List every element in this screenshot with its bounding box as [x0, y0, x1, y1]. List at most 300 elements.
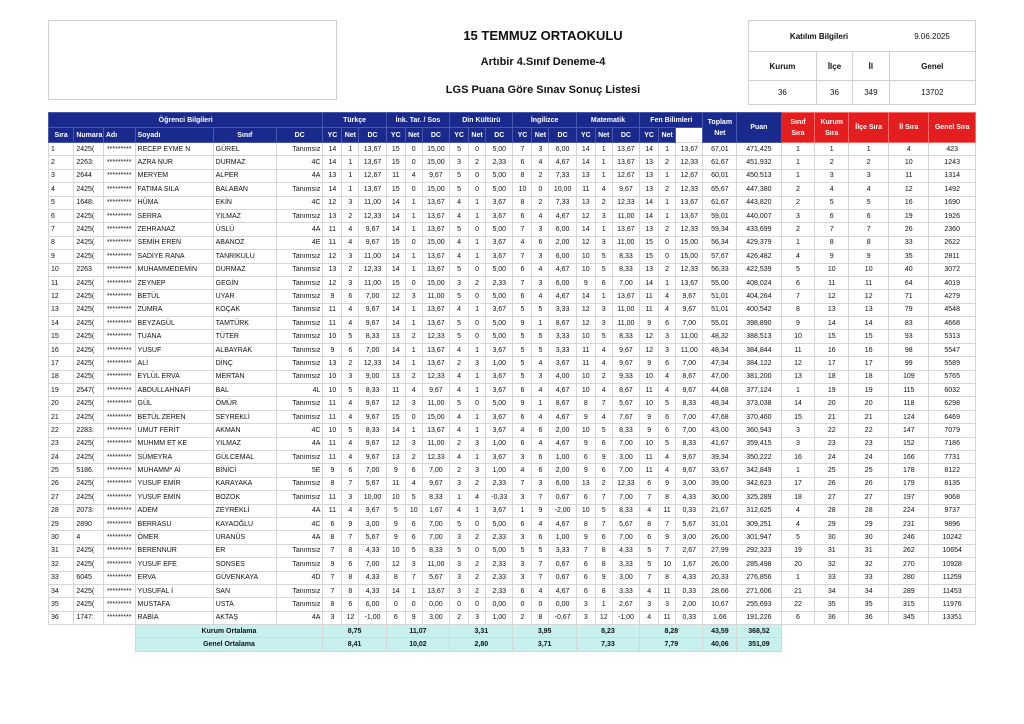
cell-fen-net: 7,00	[676, 424, 703, 437]
cell-numara: 2425(	[74, 357, 104, 370]
cell-ing-net: 3,33	[549, 303, 576, 316]
cell-sinif: Tanımsız	[276, 491, 322, 504]
cell-sinif-sira: 17	[781, 477, 815, 490]
cell-toplam-net: 57,67	[703, 250, 737, 263]
cell-mat-dc: 9	[576, 437, 595, 450]
cell-din-net: 3,67	[486, 250, 513, 263]
cell-fen-net: 3,00	[676, 477, 703, 490]
cell-genel-sira: 4548	[929, 303, 976, 316]
cell-adi: AZRA NUR	[135, 156, 213, 169]
cell-mat-dc: 11	[576, 357, 595, 370]
cell-ing-net: 7,33	[549, 196, 576, 209]
cell-puan: 255,693	[737, 598, 781, 611]
cell-puan: 377,124	[737, 384, 781, 397]
cell-sinif: Tanımsız	[276, 584, 322, 597]
cell-genel-sira: 4668	[929, 317, 976, 330]
cell-fen-dc: 9	[640, 317, 659, 330]
cell-fen-net: 9,67	[676, 464, 703, 477]
participation-value-ilce: 36	[816, 81, 852, 105]
cell-turkce-dc: 14	[323, 143, 342, 156]
cell-mat-net: 7,00	[612, 276, 639, 289]
cell-mat-dc: 13	[576, 169, 595, 182]
cell-turkce-yc: 6	[342, 598, 359, 611]
cell-adi: ZEHRANAZ	[135, 223, 213, 236]
cell-fen-net: 12,67	[676, 169, 703, 182]
cell-sira: 24	[49, 450, 74, 463]
cell-din-dc: 4	[450, 303, 469, 316]
cell-fen-yc: 10	[659, 558, 676, 571]
cell-kurum-sira: 21	[815, 410, 849, 423]
cell-il-sira: 166	[889, 450, 929, 463]
cell-sinif: Tanımsız	[276, 370, 322, 383]
cell-turkce-dc: 12	[323, 196, 342, 209]
cell-ilce-sira: 20	[849, 397, 889, 410]
cell-ink-net: 13,67	[422, 424, 449, 437]
cell-mat-yc: 5	[595, 504, 612, 517]
cell-sinif: Tanımsız	[276, 209, 322, 222]
cell-mat-dc: 12	[576, 303, 595, 316]
cell-sinif-sira: 15	[781, 410, 815, 423]
header-sinif-sira: Sınıf Sıra	[781, 113, 815, 143]
cell-puan: 447,380	[737, 183, 781, 196]
cell-ilce-sira: 13	[849, 303, 889, 316]
cell-il-sira: 179	[889, 477, 929, 490]
cell-fen-dc: 6	[640, 531, 659, 544]
cell-mat-dc: 6	[576, 571, 595, 584]
cell-il-sira: 262	[889, 544, 929, 557]
cell-ink-net: 15,00	[422, 410, 449, 423]
results-table	[48, 112, 976, 652]
cell-ing-net: 0,67	[549, 558, 576, 571]
cell-ing-yc: 4	[532, 290, 549, 303]
cell-numara: 2263	[74, 263, 104, 276]
cell-numara: 2073:	[74, 504, 104, 517]
cell-turkce-yc: 2	[342, 209, 359, 222]
cell-soyadi: URANÜS	[213, 531, 276, 544]
cell-sinif: 5E	[276, 464, 322, 477]
cell-numara: 2425(	[74, 290, 104, 303]
cell-sira: 5	[49, 196, 74, 209]
cell-kurum-sira: 3	[815, 169, 849, 182]
cell-mat-yc: 4	[595, 384, 612, 397]
cell-turkce-dc: 10	[323, 330, 342, 343]
cell-genel-sira: 9737	[929, 504, 976, 517]
cell-mat-net: 12,33	[612, 477, 639, 490]
cell-ilce-sira: 29	[849, 517, 889, 530]
cell-fen-yc: 1	[659, 196, 676, 209]
cell-sira: 8	[49, 236, 74, 249]
cell-il-sira: 19	[889, 209, 929, 222]
cell-genel-sira: 6032	[929, 384, 976, 397]
cell-kurum-sira: 5	[815, 196, 849, 209]
table-row	[49, 183, 976, 196]
cell-mat-dc: 10	[576, 384, 595, 397]
cell-toplam-net: 48,34	[703, 397, 737, 410]
kurum-avg-puan: 368,52	[737, 625, 781, 638]
cell-sinif-sira: 3	[781, 437, 815, 450]
cell-mat-yc: 4	[595, 183, 612, 196]
cell-masked-id: *********	[103, 517, 135, 530]
cell-ink-dc: 11	[386, 384, 405, 397]
cell-din-yc: 3	[469, 437, 486, 450]
cell-adi: BETÜL ZEREN	[135, 410, 213, 423]
cell-adi: BERRASU	[135, 517, 213, 530]
cell-din-dc: 4	[450, 196, 469, 209]
cell-numara: 2425(	[74, 544, 104, 557]
cell-din-yc: 4	[469, 491, 486, 504]
cell-ilce-sira: 5	[849, 196, 889, 209]
cell-ing-net: 2,00	[549, 424, 576, 437]
cell-ing-net: 0,67	[549, 491, 576, 504]
table-row	[49, 531, 976, 544]
cell-il-sira: 71	[889, 290, 929, 303]
cell-din-net: 2,33	[486, 156, 513, 169]
cell-mat-yc: 9	[595, 450, 612, 463]
cell-mat-yc: 3	[595, 303, 612, 316]
cell-din-yc: 1	[469, 250, 486, 263]
cell-mat-dc: 14	[576, 156, 595, 169]
cell-mat-yc: 9	[595, 571, 612, 584]
cell-genel-sira: 13351	[929, 611, 976, 624]
cell-il-sira: 315	[889, 598, 929, 611]
cell-din-yc: 1	[469, 236, 486, 249]
cell-ing-yc: 6	[532, 450, 549, 463]
cell-genel-sira: 6469	[929, 410, 976, 423]
cell-turkce-yc: 7	[342, 531, 359, 544]
cell-ing-yc: 2	[532, 169, 549, 182]
cell-adi: ADEM	[135, 504, 213, 517]
cell-numara: 2890	[74, 517, 104, 530]
cell-soyadi: YILMAZ	[213, 437, 276, 450]
cell-ink-net: 0,00	[422, 598, 449, 611]
cell-mat-net: 4,33	[612, 544, 639, 557]
genel-avg-turkce: 8,41	[323, 638, 386, 651]
participation-label-genel: Genel	[889, 52, 975, 81]
participation-date: 9.06.2025	[889, 21, 975, 52]
cell-fen-yc: 7	[659, 544, 676, 557]
cell-din-yc: 0	[469, 517, 486, 530]
cell-din-net: 1,00	[486, 464, 513, 477]
cell-din-dc: 5	[450, 263, 469, 276]
cell-din-net: 5,00	[486, 397, 513, 410]
cell-sinif-sira: 6	[781, 611, 815, 624]
kurum-avg-din: 3,31	[450, 625, 513, 638]
cell-sinif-sira: 22	[781, 598, 815, 611]
cell-din-yc: 1	[469, 504, 486, 517]
cell-ink-dc: 14	[386, 343, 405, 356]
cell-adi: MUHAMMEDEMİN	[135, 263, 213, 276]
group-din-kulturu: Din Kültürü	[450, 113, 513, 128]
cell-puan: 373,038	[737, 397, 781, 410]
cell-turkce-net: 12,33	[359, 209, 386, 222]
cell-kurum-sira: 34	[815, 584, 849, 597]
cell-puan: 350,222	[737, 450, 781, 463]
avg-spacer	[49, 638, 136, 651]
cell-ink-net: 15,00	[422, 143, 449, 156]
cell-turkce-net: 13,67	[359, 183, 386, 196]
cell-ink-net: 12,33	[422, 370, 449, 383]
cell-turkce-net: 7,00	[359, 464, 386, 477]
cell-ink-yc: 3	[405, 290, 422, 303]
cell-mat-yc: 4	[595, 357, 612, 370]
cell-fen-net: 13,67	[676, 209, 703, 222]
cell-ilce-sira: 10	[849, 263, 889, 276]
cell-toplam-net: 47,68	[703, 410, 737, 423]
cell-ink-net: 8,33	[422, 544, 449, 557]
cell-soyadi: SONSES	[213, 558, 276, 571]
cell-ing-dc: 6	[513, 384, 532, 397]
cell-din-dc: 2	[450, 464, 469, 477]
cell-ing-dc: 3	[513, 491, 532, 504]
col-header-sub-5-1: YC	[640, 128, 659, 143]
cell-sinif: 4C	[276, 424, 322, 437]
cell-ing-net: 10,00	[549, 183, 576, 196]
cell-sinif-sira: 1	[781, 169, 815, 182]
cell-ilce-sira: 8	[849, 236, 889, 249]
table-row	[49, 263, 976, 276]
cell-sinif-sira: 13	[781, 370, 815, 383]
cell-fen-net: 11,00	[676, 330, 703, 343]
cell-sinif: Tanımsız	[276, 558, 322, 571]
cell-din-yc: 2	[469, 584, 486, 597]
cell-turkce-dc: 7	[323, 571, 342, 584]
cell-genel-sira: 2811	[929, 250, 976, 263]
cell-din-net: 5,00	[486, 330, 513, 343]
cell-ing-net: 3,33	[549, 544, 576, 557]
cell-ink-dc: 15	[386, 183, 405, 196]
cell-turkce-yc: 8	[342, 544, 359, 557]
cell-ink-dc: 8	[386, 571, 405, 584]
cell-toplam-net: 44,68	[703, 384, 737, 397]
cell-ink-net: 11,00	[422, 397, 449, 410]
cell-kurum-sira: 27	[815, 491, 849, 504]
cell-din-yc: 0	[469, 223, 486, 236]
cell-numara: 2547(	[74, 384, 104, 397]
cell-ink-yc: 7	[405, 571, 422, 584]
cell-turkce-dc: 13	[323, 209, 342, 222]
cell-fen-net: 12,33	[676, 263, 703, 276]
cell-fen-yc: 4	[659, 384, 676, 397]
cell-genel-sira: 4019	[929, 276, 976, 289]
cell-sinif: Tanımsız	[276, 397, 322, 410]
cell-fen-dc: 9	[640, 410, 659, 423]
col-header-student-2: Adı	[103, 128, 135, 143]
cell-il-sira: 33	[889, 236, 929, 249]
cell-fen-yc: 0	[659, 250, 676, 263]
cell-il-sira: 93	[889, 330, 929, 343]
cell-turkce-net: 13,67	[359, 156, 386, 169]
cell-turkce-net: 4,33	[359, 571, 386, 584]
cell-masked-id: *********	[103, 183, 135, 196]
participation-value-genel: 13702	[889, 81, 975, 105]
cell-genel-sira: 9068	[929, 491, 976, 504]
cell-din-dc: 3	[450, 584, 469, 597]
cell-il-sira: 12	[889, 183, 929, 196]
genel-average-row	[49, 638, 976, 651]
cell-din-yc: 0	[469, 143, 486, 156]
cell-numara: 2425(	[74, 584, 104, 597]
cell-numara: 2425(	[74, 223, 104, 236]
cell-fen-yc: 4	[659, 290, 676, 303]
cell-ing-dc: 4	[513, 464, 532, 477]
cell-turkce-dc: 8	[323, 598, 342, 611]
cell-din-net: 1,00	[486, 357, 513, 370]
cell-sinif: 4E	[276, 236, 322, 249]
cell-toplam-net: 43,00	[703, 424, 737, 437]
cell-mat-net: 7,00	[612, 464, 639, 477]
cell-ing-dc: 7	[513, 477, 532, 490]
table-row	[49, 437, 976, 450]
avg-spacer	[49, 625, 136, 638]
cell-ilce-sira: 22	[849, 424, 889, 437]
table-row	[49, 276, 976, 289]
group-fen-bilimleri: Fen Bilimleri	[640, 113, 703, 128]
cell-puan: 400,542	[737, 303, 781, 316]
kurum-avg-fen: 8,28	[640, 625, 703, 638]
cell-din-dc: 4	[450, 504, 469, 517]
cell-ink-yc: 1	[405, 357, 422, 370]
cell-puan: 271,606	[737, 584, 781, 597]
cell-ink-net: 13,67	[422, 223, 449, 236]
cell-ilce-sira: 31	[849, 544, 889, 557]
cell-il-sira: 280	[889, 571, 929, 584]
cell-fen-yc: 5	[659, 397, 676, 410]
cell-puan: 325,289	[737, 491, 781, 504]
cell-sinif-sira: 4	[781, 250, 815, 263]
cell-sinif: Tanımsız	[276, 598, 322, 611]
cell-ing-dc: 7	[513, 143, 532, 156]
cell-numara: 5186.	[74, 464, 104, 477]
cell-ing-yc: 8	[532, 611, 549, 624]
cell-toplam-net: 59,01	[703, 209, 737, 222]
cell-ilce-sira: 30	[849, 531, 889, 544]
cell-fen-net: 9,67	[676, 290, 703, 303]
cell-puan: 404,264	[737, 290, 781, 303]
cell-ing-net: 4,67	[549, 517, 576, 530]
cell-ing-yc: 2	[532, 196, 549, 209]
cell-sinif-sira: 18	[781, 491, 815, 504]
cell-mat-yc: 6	[595, 464, 612, 477]
cell-fen-yc: 3	[659, 330, 676, 343]
genel-avg-matematik: 7,33	[576, 638, 639, 651]
cell-mat-net: 11,00	[612, 236, 639, 249]
cell-puan: 433,699	[737, 223, 781, 236]
table-row	[49, 169, 976, 182]
cell-ing-net: 6,00	[549, 143, 576, 156]
cell-fen-dc: 11	[640, 290, 659, 303]
cell-fen-dc: 14	[640, 143, 659, 156]
cell-mat-yc: 1	[595, 156, 612, 169]
cell-ing-yc: 4	[532, 437, 549, 450]
cell-fen-yc: 11	[659, 584, 676, 597]
cell-ink-yc: 5	[405, 544, 422, 557]
cell-fen-dc: 10	[640, 397, 659, 410]
cell-masked-id: *********	[103, 276, 135, 289]
cell-ink-yc: 2	[405, 450, 422, 463]
cell-ilce-sira: 32	[849, 558, 889, 571]
header-genel-sira: Genel Sıra	[929, 113, 976, 143]
cell-sira: 34	[49, 584, 74, 597]
cell-fen-yc: 6	[659, 424, 676, 437]
cell-fen-net: 15,00	[676, 236, 703, 249]
group-matematik: Matematik	[576, 113, 639, 128]
cell-numara: 2425(	[74, 397, 104, 410]
cell-genel-sira: 4279	[929, 290, 976, 303]
cell-ink-dc: 14	[386, 196, 405, 209]
cell-fen-yc: 1	[659, 169, 676, 182]
cell-ing-dc: 6	[513, 156, 532, 169]
cell-turkce-dc: 9	[323, 290, 342, 303]
cell-numara: 6045	[74, 571, 104, 584]
cell-sinif: Tanımsız	[276, 183, 322, 196]
cell-ink-dc: 6	[386, 611, 405, 624]
cell-din-yc: 0	[469, 330, 486, 343]
cell-ing-net: 4,67	[549, 156, 576, 169]
cell-ink-dc: 10	[386, 544, 405, 557]
cell-turkce-net: 9,67	[359, 223, 386, 236]
cell-ink-dc: 15	[386, 236, 405, 249]
cell-din-dc: 1	[450, 491, 469, 504]
cell-ing-net: 6,00	[549, 250, 576, 263]
cell-sinif-sira: 16	[781, 450, 815, 463]
table-row	[49, 143, 976, 156]
cell-mat-dc: 10	[576, 250, 595, 263]
cell-numara: 2425(	[74, 450, 104, 463]
cell-il-sira: 10	[889, 156, 929, 169]
cell-din-dc: 4	[450, 384, 469, 397]
cell-adi: YUSUF EMİR	[135, 477, 213, 490]
cell-kurum-sira: 4	[815, 183, 849, 196]
cell-fen-net: 4,33	[676, 491, 703, 504]
cell-sira: 22	[49, 424, 74, 437]
cell-din-yc: 1	[469, 209, 486, 222]
cell-ing-net: 4,67	[549, 584, 576, 597]
cell-din-yc: 1	[469, 343, 486, 356]
cell-mat-dc: 14	[576, 143, 595, 156]
cell-sira: 35	[49, 598, 74, 611]
cell-din-yc: 2	[469, 571, 486, 584]
cell-kurum-sira: 36	[815, 611, 849, 624]
table-row	[49, 424, 976, 437]
cell-genel-sira: 11976	[929, 598, 976, 611]
genel-avg-ingilizce: 3,71	[513, 638, 576, 651]
cell-adi: ERVA	[135, 571, 213, 584]
cell-mat-dc: 7	[576, 544, 595, 557]
cell-fen-net: 12,33	[676, 183, 703, 196]
cell-mat-dc: 14	[576, 290, 595, 303]
participation-title: Katılım Bilgileri	[749, 21, 890, 52]
cell-adi: YUSUF EMİN	[135, 491, 213, 504]
cell-turkce-dc: 11	[323, 303, 342, 316]
cell-turkce-dc: 11	[323, 397, 342, 410]
cell-ing-yc: 5	[532, 544, 549, 557]
cell-ing-yc: 4	[532, 357, 549, 370]
cell-sinif-sira: 4	[781, 504, 815, 517]
cell-sinif: Tanımsız	[276, 410, 322, 423]
cell-fen-yc: 5	[659, 437, 676, 450]
cell-ing-yc: 5	[532, 330, 549, 343]
cell-genel-sira: 3072	[929, 263, 976, 276]
cell-din-yc: 0	[469, 169, 486, 182]
cell-fen-yc: 11	[659, 611, 676, 624]
cell-soyadi: TAMTÜRK	[213, 317, 276, 330]
cell-turkce-yc: 9	[342, 517, 359, 530]
cell-mat-dc: 13	[576, 477, 595, 490]
cell-turkce-dc: 8	[323, 531, 342, 544]
cell-fen-yc: 4	[659, 464, 676, 477]
cell-din-dc: 4	[450, 250, 469, 263]
cell-kurum-sira: 35	[815, 598, 849, 611]
